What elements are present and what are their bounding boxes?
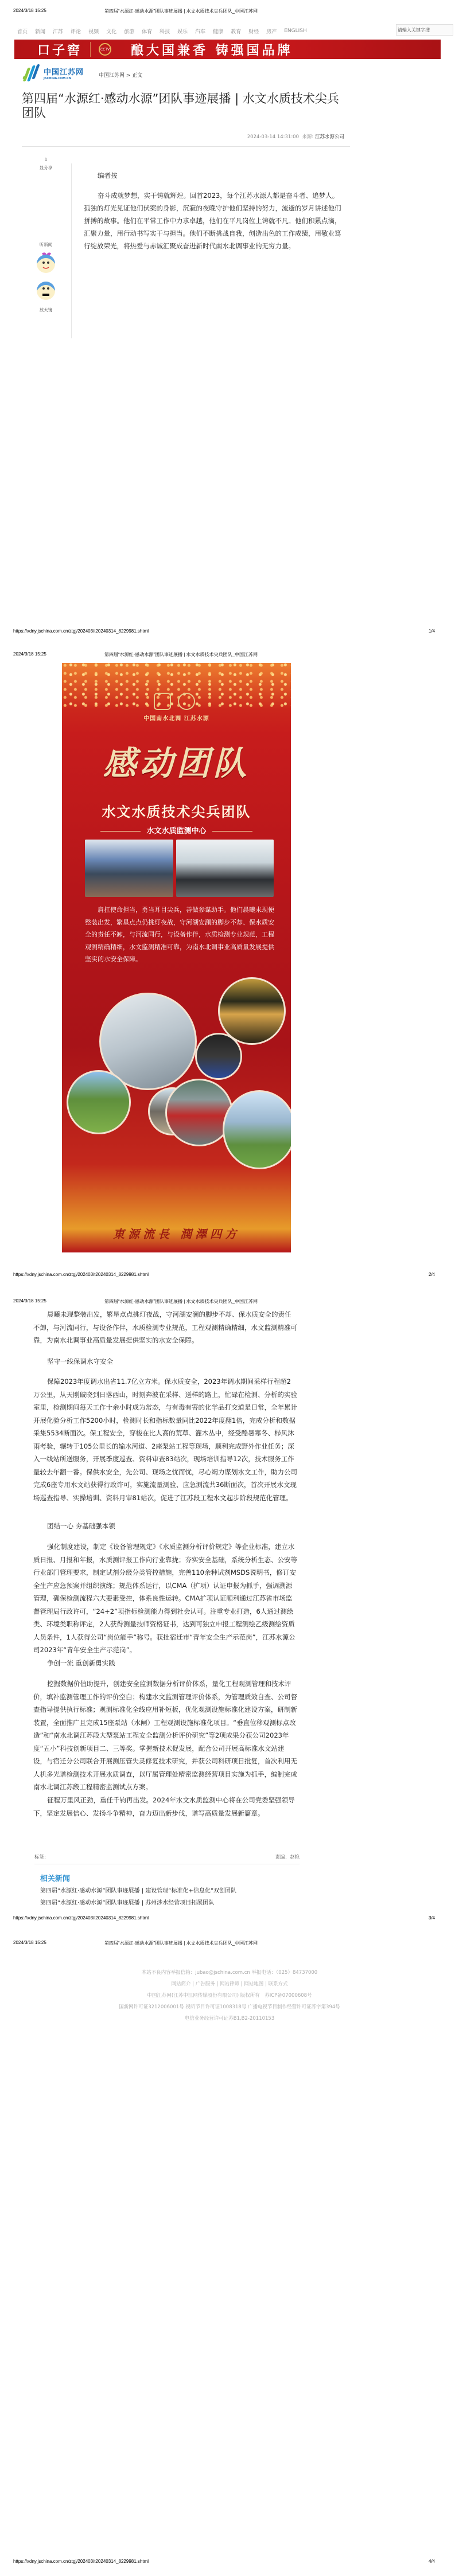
print-header-3 [0,1298,455,1305]
nav-item-health[interactable]: 健康 [213,29,224,35]
tunnel-photo [195,1033,242,1080]
nav-item-entertainment[interactable]: 娱乐 [177,29,188,35]
print-header-4 [0,1940,455,1947]
nsbd-logo-icon [154,693,171,710]
source-label: 来源: [302,134,314,140]
section-body-3: 挖掘数据价值助提升，创建安全监测数据分析评价体系，量化工程观测管理和技术评价，填补监测管理工作的评价空白；构建水文监测管理评价体系，为管理质效自查、公司督查指导提供执行标准；观测标准化全线应用补短板，优化观测设施标准化建设方案，研制新装置，全面推广且完成15座泵站（水闸）工程观测设施标准化项目。“垂直位移观测标点改造”和“南水北调江苏段大型泵站工程安全监测分析评价研究”等2项成果分获公司2023年度“五小”科技创新项目二、三等奖。掌握新技术促发展，配合公司开展高标准水文站建设，与宿迁分公司联合开展测压管失灵修复技术研究，并获公司科研项目批复，首次利用无人机多光谱检测技术开展水质调查，以厅属管理处精密监测经营项目实施为抓手，编制完成南水北调江苏段工程精密监测试点方案。 [33,1680,297,1791]
nav-item-culture[interactable]: 文化 [106,29,117,35]
share-button[interactable]: 显分享 [39,165,53,170]
ad-divider [90,42,91,57]
ad-banner[interactable] [14,40,441,59]
report-contact: 本站不良内容举报信箱：jubao@jschina.com.cn 举报电话：（025）84737000 [141,1970,318,1976]
jsws-logo-icon [178,693,195,710]
publish-date: 2024-03-14 14:31:00 [247,134,299,140]
page-number: 1/4 [429,629,435,634]
related-news-heading: 相关新闻 [40,1875,71,1883]
meeting-photo-1 [85,840,173,897]
nav-item-comment[interactable]: 评论 [71,29,81,35]
nav-item-auto[interactable]: 汽车 [195,29,206,35]
field-survey-photo [67,1070,131,1134]
print-url: https://xdny.jschina.com.cn/ztgj/202403/t20240314_8229981.shtml [13,1272,149,1277]
related-news-link-1[interactable]: 第四届“水源红·感动水源”团队事迹展播 | 建设管理“标准化+信息化”双创团队 [40,1888,237,1894]
page-title: 第四届“水源红·感动水源”团队事迹展播 | 水文水质技术尖兵团队 [22,92,339,120]
logo-domain: JSCHINA.COM.CN [44,76,71,80]
jschina-logo-icon [22,64,41,81]
poster-org: 中国南水北调 江苏水源 [143,716,209,722]
nav-item-education[interactable]: 教育 [231,29,242,35]
listen-news-label: 听新闻 [39,242,53,247]
tag-row [34,1853,300,1860]
sidebar-divider [71,163,72,338]
meeting-photo-2 [176,840,274,897]
breadcrumb[interactable]: 中国江苏网 > 正文 [99,73,143,79]
lead-paragraph: 晨曦未现整装出发，繁星点点挑灯夜战，守河湖安澜的脚步不却、保水质安全的责任不卸，与河流同行，与设备作伴，水质检测专业规范，工程观测精确精细，水文监测精准可靠，为南水北调事业高质量发展提供坚实的水安全保障。 [33,1310,297,1344]
nav-item-jiangsu[interactable]: 江苏 [53,29,64,35]
print-url: https://xdny.jschina.com.cn/ztgj/202403/t20240314_8229981.shtml [13,1915,149,1921]
section-body-2: 强化制度建设，制定《设备管理规定》《水质监测分析评价规定》等企业标准，建立水质日报、月报和年报，水质测评报工作向行业靠拢；夯实安全基础，系统分析生态、公安等行业部门管理要求，制定试剂分级分类管控措施，完善110余种试剂MSDS说明书，修订安全生产应急预案并组织演练；规范体系运行，以CMA（扩项）认证申报为抓手，强调溯源管理，确保检测流程六大要素受控，体系良性运转。CMA扩项认证顺利通过江苏省市场监督管理局行政许可，“24+2”项指标检测能力得到社会认可。注重专业打造，6人通过测绘类、环境类职称评定，2人获得测量技师资格证书，达到可独立申报工程测绘乙级测绘资质人员条件，1人获得公司“岗位能手”称号。获批宿迁市“青年安全生产示范岗”，江苏水源公司2023年“青年安全生产示范岗”。 [33,1543,297,1654]
main-nav [17,25,439,37]
poster-dept: 水文水质监测中心 [62,825,291,836]
nav-item-realestate[interactable]: 房产 [266,29,277,35]
listen-news-button[interactable] [22,251,70,274]
search-input[interactable]: 请输入关键字搜 [396,24,453,36]
nav-item-news[interactable]: 新闻 [35,29,46,35]
girl-mascot-icon [34,251,58,275]
team-poster-image [62,663,291,1252]
closing-paragraph: 征程万里风正劲，重任千钧再出发。2024年水文水质监测中心将在公司党委坚强领导下，坚定发展信心、发扬斗争精神，奋力迈出新步伐，谱写高质量发展新篇章。 [33,1796,295,1817]
site-footer [57,1967,402,2024]
print-datetime: 2024/3/18 15:25 [13,651,46,657]
article-meta [172,133,344,140]
related-news-link-2[interactable]: 第四届“水源红·感动水源”团队事迹展播 | 苏州涉水经营项目拓展团队 [40,1900,215,1906]
section-heading-1: 坚守一线保调水守安全 [47,1357,113,1365]
page-number: 2/4 [429,1272,435,1277]
share-count: 1 [44,157,48,162]
print-doc-title: 第四届“水源红·感动水源”团队事迹展播 | 水文水质技术尖兵团队_中国江苏网 [104,1941,258,1946]
org-logos [154,693,195,710]
section-heading-2: 团结一心 夯基础强本领 [47,1522,115,1530]
print-datetime: 2024/3/18 15:25 [13,1298,46,1303]
divider [22,146,350,147]
poster-headline: 感动团队 [103,744,250,783]
page-number: 3/4 [429,1915,435,1921]
print-doc-title: 第四届“水源红·感动水源”团队事迹展播 | 水文水质技术尖兵团队_中国江苏网 [104,652,258,657]
print-datetime: 2024/3/18 15:25 [13,8,46,13]
section-body-1: 保障2023年度调水出省11.7亿立方米。保水质安全，2023年调水期间采样行程超2万公里，从天刚破晓到日落西山，时刻奔波在采样、送样的路上，忙碌在检测、分析的实验室里，检测期间每天工作十余小时成为常态，与有毒有害的化学品打交道是日常，全年累计开展化验分析工作5200小时，检测时长和指标数量同比2022年度翻1倍，完成分析和数据采集5534断面次。保工程安全，穿梭在比人高的荒草、灌木丛中，经受酷暑寒冬、栉风沐雨考验，辗转于105公里长的输水河道、2座泵站工程等现场，顺利完成野外作业任务；深入一线站所送服务，开展季度巡查、资料审查83站次，现场培训指导12次，技术服务工作量较去年翻一番。保供水安全，先公司、现场之忧而忧，尽心竭力谋划水文工作，助力公司完成6座专用水文站获得行政许可，实施流量测验、应急测流共36断面次，首次开展水文现场巡查指导、实操培训、资料月审81站次，促进了江苏段工程水文起步阶段规范化管理。 [33,1377,297,1502]
print-header-2 [0,651,455,658]
section-heading-3: 争创一流 重创新勇实践 [47,1659,115,1667]
poster-intro: 肩扛使命担当，勇当耳目尖兵，善做参谋助手。他们晨曦未现便整装出发，繁星点点仍挑灯夜战，守河湖安澜的脚步不却、保水质安全的责任不卸，与河流同行，与设备作伴，水质检测专业规范，工程观测精确精细，水文监测精准可靠，为南水北调事业高质量发展提供坚实的水安全保障。 [85,906,274,963]
cctv-badge-icon: CCTV [99,43,111,56]
editor-credit: 责编：赵艳 [275,1855,300,1860]
nav-item-english[interactable]: ENGLISH [284,28,307,34]
print-datetime: 2024/3/18 15:25 [13,1940,46,1945]
license-info: 国新网许可证3212006001号 视听节目许可证1008318号 广播电视节目制作经营许可证苏字第394号 [119,2004,340,2010]
telecom-license: 电信业务经营许可证苏B1,B2-20110153 [184,2016,275,2021]
nav-item-video[interactable]: 视频 [88,29,99,35]
print-url: https://xdny.jschina.com.cn/ztgj/202403/t20240314_8229981.shtml [13,2559,149,2564]
print-header-1 [0,8,455,15]
logo-name: 中国江苏网 [44,68,84,77]
ad-brand: 口子窖 [37,42,83,58]
print-doc-title: 第四届“水源红·感动水源”团队事迹展播 | 水文水质技术尖兵团队_中国江苏网 [104,1299,258,1304]
tags-label: 标签: [34,1855,46,1860]
nav-item-finance[interactable]: 财经 [248,29,259,35]
poster-motto: 東源流長 潤澤四方 [113,1227,240,1241]
print-doc-title: 第四届“水源红·感动水源”团队事迹展播 | 水文水质技术尖兵团队_中国江苏网 [104,9,258,14]
nav-item-travel[interactable]: 旅游 [124,29,135,35]
nav-item-home[interactable]: 首页 [17,29,28,35]
nav-item-tech[interactable]: 科技 [160,29,170,35]
magnifier-button[interactable] [22,278,70,301]
footer-links[interactable]: 网站简介 | 广告服务 | 网站律师 | 网站地图 | 联系方式 [171,1981,288,1987]
drone-photo [223,1090,291,1169]
editor-note: 奋斗成就梦想，实干铸就辉煌。回首2023，每个江苏水源人都是奋斗者、追梦人。孤独的灯光见证他们伏案的身影，沉寂的夜晚守护他们坚持的努力，流逝的岁月讲述他们拼搏的故事。他们在平常工作中力求卓越，他们在平凡岗位上铸就不凡。他们积累点滴，汇聚力量，用行动书写实干与担当。他们不断挑战自我，创造出色的工作成绩，用敬业笃行绽放荣光，将热爱与赤诚汇聚成奋进新时代南水北调事业的无穷力量。 [84,192,341,250]
magnifier-label: 放大镜 [39,307,53,313]
source-name: 江苏水源公司 [314,134,344,140]
copyright: 中国江苏网(江苏中江网传媒股份有限公司) 版权所有 苏ICP备07000608号 [147,1993,312,1999]
nav-item-sports[interactable]: 体育 [142,29,153,35]
site-logo[interactable] [22,64,84,81]
ad-slogan: 酿大国兼香 铸强国品牌 [131,42,293,58]
print-url: https://xdny.jschina.com.cn/ztgj/202403/t20240314_8229981.shtml [13,629,149,634]
page-number: 4/4 [429,2559,435,2564]
poster-team: 水文水质技术尖兵团队 [102,803,251,820]
boy-mascot-icon [34,278,58,302]
editor-note-heading: 编者按 [98,171,118,179]
